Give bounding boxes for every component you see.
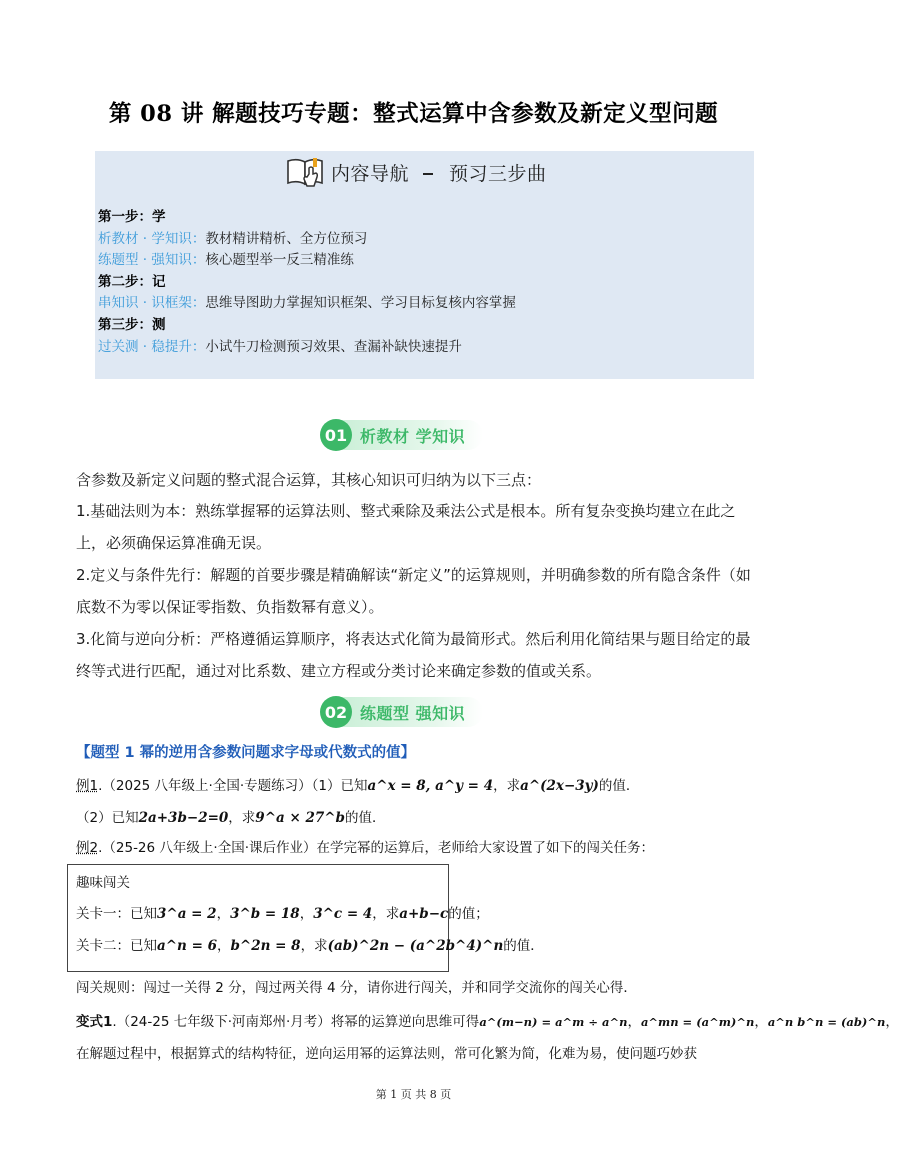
math-condition: a^n = 6 (157, 938, 217, 954)
variant-1-line-2: 在解题过程中，根据算式的结构特征，逆向运用幂的运算法则，常可化繁为简，化难为易，使问题巧妙获 (76, 1046, 697, 1062)
ask-text: ，求 (493, 778, 521, 794)
math-target: 9^a × 27^b (255, 810, 345, 826)
end-text: 的值． (503, 938, 544, 954)
page-title: 第 08 讲 解题技巧专题：整式运算中含参数及新定义型问题 (108, 101, 719, 127)
ask-text: ，求 (372, 906, 400, 922)
navigation-title: 内容导航 (331, 162, 410, 185)
section-badge-02 (322, 694, 483, 730)
step-text: 核心题型举一反三精准练 (205, 252, 354, 269)
level-label: 关卡二：已知 (76, 938, 157, 954)
section-badge-01 (322, 417, 483, 453)
level-1: 关卡一：已知3^a = 2，3^b = 18，3^c = 4，求a+b−c的值； (76, 906, 489, 922)
step-row (98, 207, 516, 229)
step-label: 练题型 · 强知识： (98, 252, 206, 269)
end-text: 的值． (345, 810, 386, 826)
math-condition: b^2n = 8 (230, 938, 301, 954)
math-condition: a^x = 8, a^y = 4 (367, 778, 494, 794)
variant-1-line-1: 变式1.（24-25 七年级下·河南郑州·月考）将幂的运算逆向思维可得a^(m−n) = a^m ÷ a^n，a^mn = (a^m)^n，a^n b^n = (ab)^n， (76, 1014, 899, 1030)
section-number: 02 (320, 696, 352, 728)
point-3: 3.化简与逆向分析：严格遵循运算顺序，将表达式化简为最简形式。然后利用化简结果与题目给定的最终等式进行匹配，通过对比系数、建立方程或分类讨论来确定参数的值或关系。 (76, 630, 751, 680)
math-formula: a^(m−n) = a^m ÷ a^n (479, 1015, 628, 1029)
content-navigation-panel (95, 151, 754, 379)
part-2-label: （2）已知 (76, 810, 139, 826)
step-row (98, 272, 516, 294)
section-label: 析教材 学知识 (360, 426, 466, 446)
ask-text: ，求 (228, 810, 256, 826)
section-number: 01 (320, 419, 352, 451)
step-label: 第三步：测 (98, 316, 166, 333)
problem-type-heading: 【题型 1 幂的逆用含参数问题求字母或代数式的值】 (76, 745, 416, 761)
point-1: 1.基础法则为本：熟练掌握幂的运算法则、整式乘除及乘法公式是根本。所有复杂变换均建立在此之上，必须确保运算准确无误。 (76, 502, 736, 552)
step-text: 教材精讲精析、全方位预习 (205, 230, 368, 247)
challenge-box (67, 864, 544, 972)
math-condition: 2a+3b−2=0 (138, 810, 229, 826)
math-condition: 3^a = 2 (157, 906, 217, 922)
example-label: 例2 (76, 840, 99, 856)
step-list (98, 207, 516, 358)
challenge-title: 趣味闯关 (76, 875, 130, 891)
step-row (98, 315, 516, 337)
end-text: 的值． (598, 778, 640, 794)
level-label: 关卡一：已知 (76, 906, 157, 922)
math-condition: 3^c = 4 (313, 906, 373, 922)
step-label: 第二步：记 (98, 273, 166, 290)
step-row (98, 337, 516, 359)
step-label: 第一步：学 (98, 209, 166, 225)
example-source: .（25-26 八年级上·全国·课后作业）在学完幂的运算后，老师给大家设置了如下的闯关任务： (98, 840, 654, 856)
navigation-heading (285, 155, 547, 189)
example-1-line-2 (76, 806, 386, 826)
variant-label: 变式1 (76, 1014, 113, 1030)
step-row (98, 250, 516, 272)
math-target: a+b−c (399, 906, 449, 922)
title-dash (423, 173, 433, 175)
level-2: 关卡二：已知a^n = 6，b^2n = 8，求(ab)^2n − (a^2b^4)^n的值． (76, 938, 544, 954)
challenge-rule: 闯关规则：闯过一关得 2 分，闯过两关得 4 分，请你进行闯关，并和同学交流你的闯关心得． (76, 980, 637, 996)
point-2: 2.定义与条件先行：解题的首要步骤是精确解读“新定义”的运算规则，并明确参数的所有隐含条件（如底数不为零以保证零指数、负指数幂有意义）。 (76, 566, 751, 616)
section-label: 练题型 强知识 (360, 703, 466, 723)
example-2-line (76, 836, 654, 856)
math-formula: a^mn = (a^m)^n (640, 1015, 755, 1029)
step-text: 小试牛刀检测预习效果、查漏补缺快速提升 (205, 338, 462, 355)
step-text: 思维导图助力掌握知识框架、学习目标复核内容掌握 (205, 295, 516, 312)
book-pointer-icon (285, 155, 327, 189)
variant-source: .（24-25 七年级下·河南郑州·月考）将幂的运算逆向思维可得 (112, 1014, 480, 1030)
navigation-subtitle: 预习三步曲 (449, 162, 547, 185)
step-row (98, 229, 516, 251)
math-target: (ab)^2n − (a^2b^4)^n (327, 938, 504, 954)
example-label: 例1 (76, 778, 99, 794)
step-label: 析教材 · 学知识： (98, 230, 206, 247)
step-row (98, 293, 516, 315)
math-condition: 3^b = 18 (230, 906, 300, 922)
ask-text: ，求 (300, 938, 328, 954)
math-formula: a^n b^n = (ab)^n (767, 1015, 886, 1029)
step-label: 过关测 · 稳提升： (98, 338, 206, 355)
example-source: .（2025 八年级上·全国·专题练习）（1）已知 (98, 778, 368, 794)
intro-text: 含参数及新定义问题的整式混合运算，其核心知识可归纳为以下三点： (76, 471, 542, 489)
end-text: 的值； (448, 906, 489, 922)
example-1-line-1 (76, 774, 639, 794)
page-footer: 第 1 页 共 8 页 (375, 1088, 452, 1101)
math-target: a^(2x−3y) (520, 778, 599, 794)
step-label: 串知识 · 识框架： (98, 295, 206, 312)
